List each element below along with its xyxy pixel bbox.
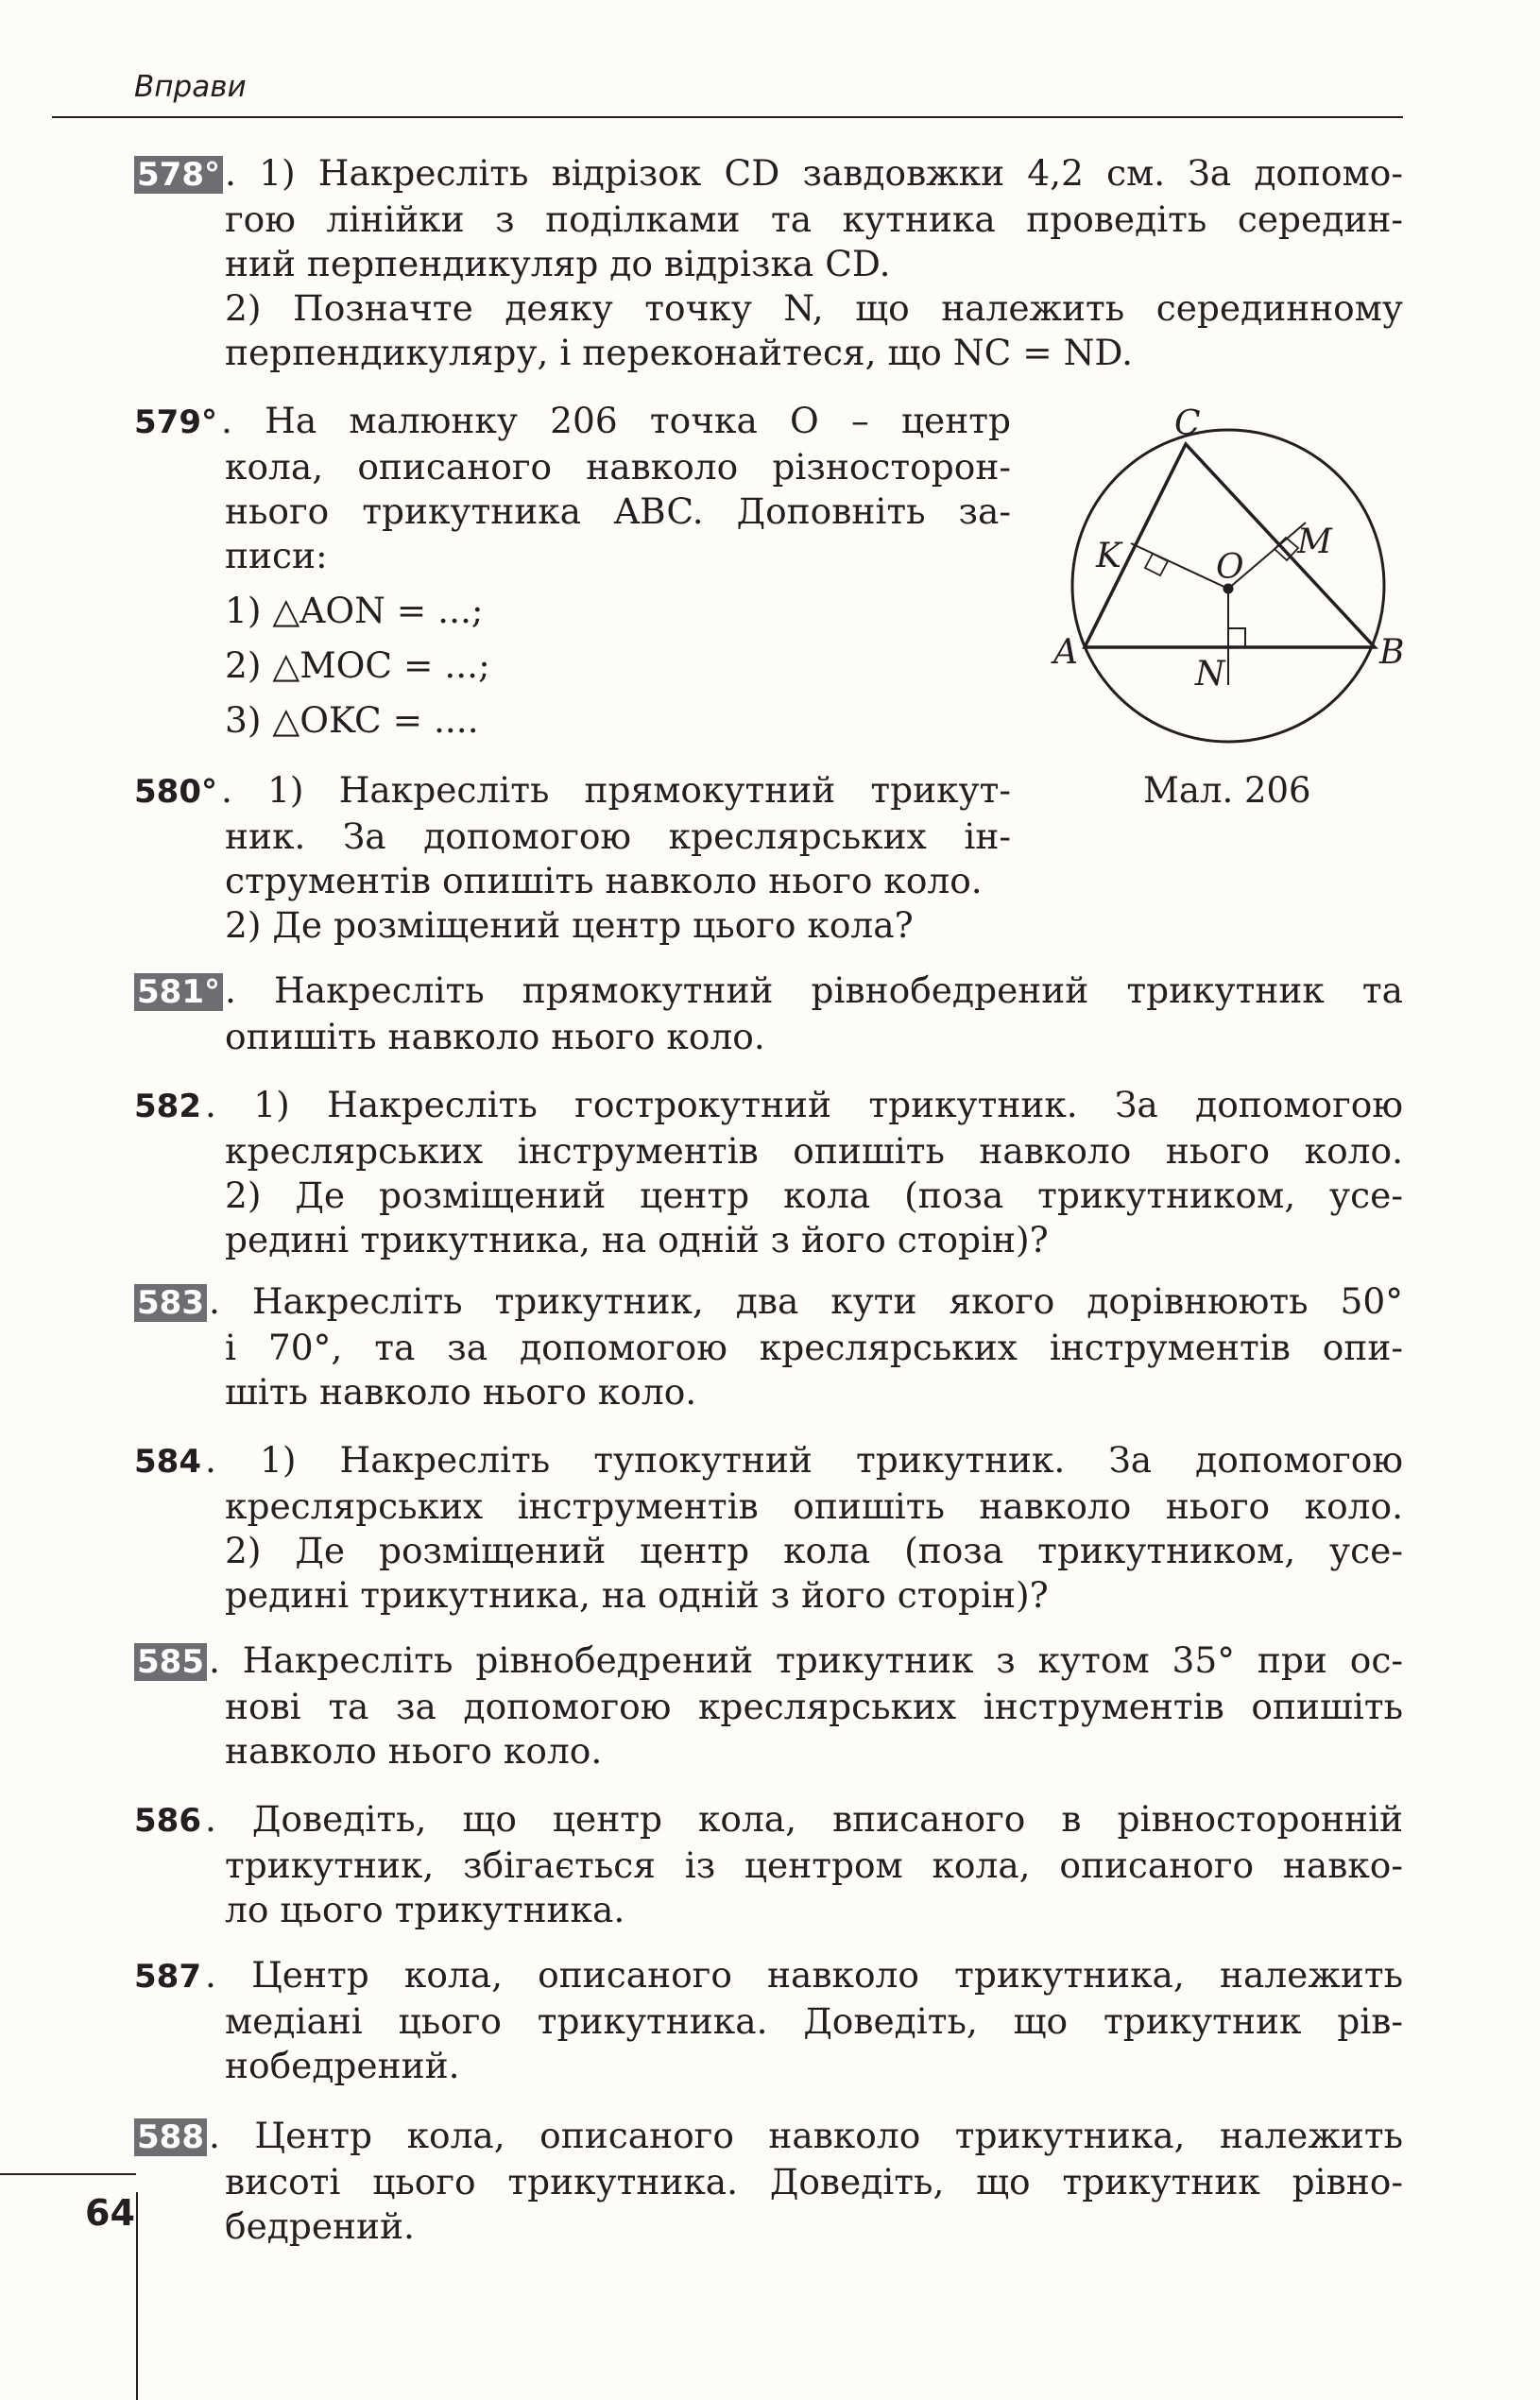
exercise-line: 2) Де розміщений центр цього кола? [225, 904, 914, 946]
label-m: M [1297, 523, 1332, 561]
label-b: B [1379, 633, 1405, 672]
exercise-582 [134, 1083, 1403, 1262]
label-a: A [1053, 633, 1078, 672]
label-k: K [1096, 537, 1121, 575]
exercise-line: 582 . 1) Накресліть гострокутний трикутник. За допомогою [134, 1084, 1403, 1125]
exercise-line: писи: [225, 535, 328, 576]
exercise-line: опишіть навколо нього коло. [225, 1016, 765, 1057]
exercise-number: 586 [134, 1802, 201, 1840]
exercise-number: 585 [134, 1643, 207, 1681]
header-rule [52, 116, 1403, 118]
exercise-line: 578° . 1) Накресліть відрізок CD завдовжки 4,2 см. За допомо- [134, 151, 1403, 197]
exercise-line: висоті цього трикутника. Доведіть, що трикутник рівно- [225, 2161, 1403, 2203]
exercise-number: 582 [134, 1088, 201, 1125]
exercise-line: ний перпендикуляр до відрізка CD. [225, 243, 891, 284]
figure-caption: Мал. 206 [1143, 770, 1311, 811]
exercise-586 [134, 1797, 1403, 1932]
exercise-line: бедрений. [225, 2205, 415, 2247]
exercise-line: нобедрений. [225, 2045, 460, 2086]
exercise-line: редині трикутника, на одній з його сторін)? [225, 1219, 1049, 1260]
exercise-line: і 70°, та за допомогою креслярських інструментів опи- [225, 1327, 1403, 1368]
exercise-583 [134, 1279, 1403, 1414]
exercise-number: 587 [134, 1958, 201, 1996]
exercise-line: 3) △OKC = .... [225, 699, 479, 741]
exercise-line: креслярських інструментів опишіть навколо нього коло. [225, 1130, 1403, 1172]
exercise-number: 588 [134, 2118, 207, 2156]
exercise-line: нові та за допомогою креслярських інструментів опишіть [225, 1686, 1403, 1727]
exercise-number: 578° [134, 156, 223, 194]
exercise-578 [134, 151, 1403, 375]
label-o: O [1216, 548, 1244, 587]
exercise-line: гою лінійки з поділками та кутника проведіть середин- [225, 198, 1403, 240]
exercise-584 [134, 1438, 1403, 1618]
exercise-line: 586 . Доведіть, що центр кола, вписаного в рівносторонній [134, 1798, 1404, 1840]
exercise-579 [134, 399, 1011, 743]
exercise-line: струментів опишіть навколо нього коло. [225, 860, 983, 901]
exercise-line: 579° . На малюнку 206 точка O – центр [134, 400, 1011, 441]
exercise-line: 2) Позначте деяку точку N, що належить серединному [225, 287, 1403, 329]
exercise-line: редині трикутника, на одній з його сторін)? [225, 1574, 1049, 1616]
exercise-line: 588 . Центр кола, описаного навколо трикутника, належить [134, 2114, 1403, 2160]
page-number: 64 [85, 2192, 135, 2234]
exercise-number: 580° [134, 773, 217, 811]
exercise-line: 580° . 1) Накресліть прямокутний трикут- [134, 769, 1012, 811]
exercise-587 [134, 1953, 1403, 2088]
exercise-line: медіані цього трикутника. Доведіть, що трикутник рів- [225, 2000, 1403, 2042]
exercise-line: 581° . Накресліть прямокутний рівнобедрений трикутник та [134, 969, 1403, 1015]
exercise-line: креслярських інструментів опишіть навколо нього коло. [225, 1485, 1403, 1527]
exercise-line: 587 . Центр кола, описаного навколо трикутника, належить [134, 1954, 1403, 1996]
exercise-580 [134, 768, 1011, 948]
label-c: C [1174, 404, 1201, 443]
exercise-number: 584 [134, 1443, 201, 1481]
exercise-line: шіть навколо нього коло. [225, 1371, 697, 1413]
exercise-588 [134, 2114, 1403, 2249]
page-number-rule [0, 2173, 136, 2175]
exercise-line: 584 . 1) Накресліть тупокутний трикутник. За допомогою [134, 1439, 1404, 1481]
exercise-585 [134, 1638, 1403, 1774]
exercise-line: 1) △AON = ...; [225, 590, 484, 631]
label-n: N [1195, 655, 1225, 694]
exercise-line: перпендикуляру, і переконайтеся, що NC = ND. [225, 332, 1134, 373]
exercise-line: кола, описаного навколо різносторон- [225, 446, 1011, 488]
exercise-line: трикутник, збігається із центром кола, описаного навко- [225, 1844, 1403, 1886]
exercise-number: 581° [134, 973, 223, 1011]
exercise-line: ло цього трикутника. [225, 1889, 625, 1930]
exercise-line: 2) Де розміщений центр кола (поза трикутником, усе- [225, 1530, 1403, 1571]
exercise-line: 2) Де розміщений центр кола (поза трикутником, усе- [225, 1174, 1403, 1216]
exercise-number: 579° [134, 403, 217, 441]
exercise-line: 2) △MOC = ...; [225, 644, 490, 686]
exercise-line: 585 . Накресліть рівнобедрений трикутник з кутом 35° при ос- [134, 1638, 1403, 1685]
exercise-line: навколо нього коло. [225, 1730, 603, 1772]
exercise-number: 583 [134, 1284, 207, 1322]
exercise-line: нього трикутника ABC. Доповніть за- [225, 490, 1011, 532]
exercise-581 [134, 969, 1403, 1059]
exercise-line: 583 . Накресліть трикутник, два кути якого дорівнюють 50° [134, 1279, 1403, 1326]
figure-circumscribed-circle [1039, 397, 1417, 784]
section-title: Вправи [134, 70, 247, 104]
exercise-line: ник. За допомогою креслярських ін- [225, 815, 1011, 857]
margin-rule [136, 2192, 138, 2400]
